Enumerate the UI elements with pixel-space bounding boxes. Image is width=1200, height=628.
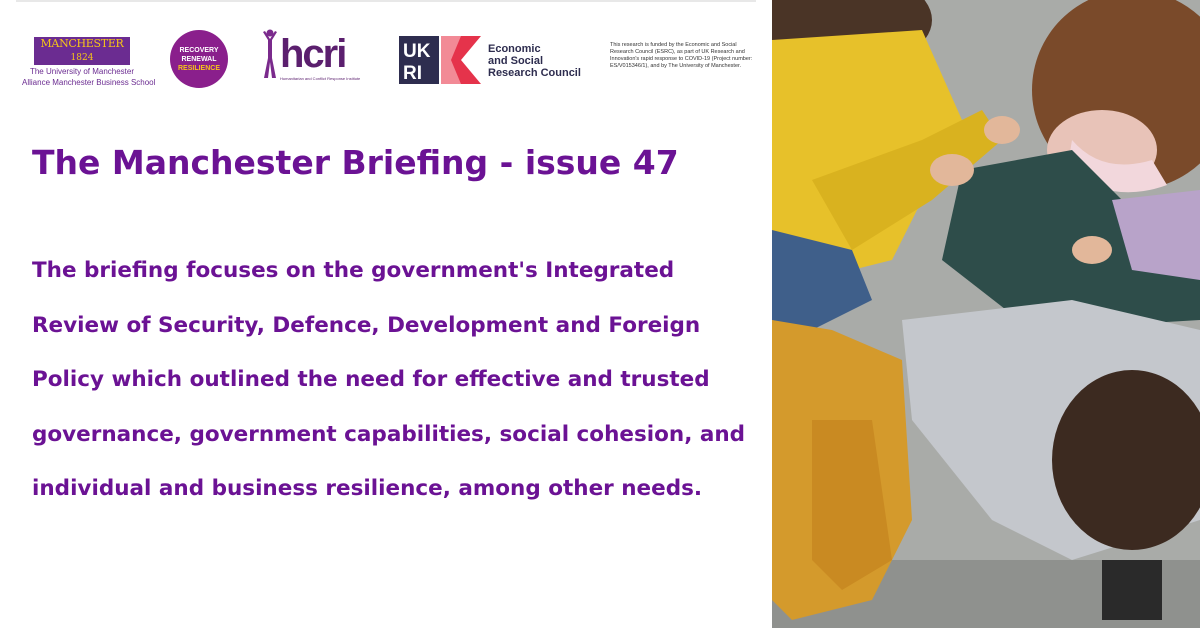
uom-line2: Alliance Manchester Business School (22, 78, 156, 87)
uom-year: 1824 (70, 53, 94, 63)
uom-wordmark: MANCHESTER (40, 37, 124, 50)
photo-illustration (772, 0, 1200, 628)
university-of-manchester-logo (22, 37, 156, 89)
uom-crest-box (34, 37, 130, 65)
top-divider (16, 0, 756, 2)
briefing-summary: The briefing focuses on the government's Integrated Review of Security, Defence, Development and Foreign Policy which outlined the need for effective and trusted governance, government capabilities, social cohesion, and individual and business resilience, among other needs. (32, 258, 746, 501)
photo-people-elbow-bump (772, 0, 1200, 628)
esrc-line2: and Social (488, 55, 544, 67)
hcri-figure-icon (260, 28, 280, 84)
esrc-name (488, 43, 581, 79)
recovery-renewal-resilience-logo (170, 30, 228, 88)
briefing-title: The Manchester Briefing - issue 47 (32, 143, 679, 182)
funding-note: This research is funded by the Economic and Social Research Council (ESRC), as part of UK Research and Innovation's rapid response to COVID-19 (Project number: ES/V015346/1), and by The University of Manchester. (610, 42, 753, 69)
ukri-esrc-logo (399, 36, 589, 84)
esrc-line1: Economic (488, 43, 541, 55)
rrr-line2: RENEWAL (181, 55, 217, 63)
uom-line1: The University of Manchester (29, 67, 135, 76)
esrc-line3: Research Council (488, 67, 581, 79)
svg-text:UK: UK (403, 41, 431, 62)
svg-text:RI: RI (403, 63, 422, 84)
ukri-mark-icon (399, 36, 481, 84)
rrr-line1: RECOVERY (179, 46, 219, 54)
hcri-subtitle: Humanitarian and Conflict Response Institute (280, 76, 361, 81)
hcri-logo (260, 28, 370, 84)
rrr-line3: RESILIENCE (177, 64, 220, 72)
hcri-wordmark: hcri (280, 32, 346, 76)
